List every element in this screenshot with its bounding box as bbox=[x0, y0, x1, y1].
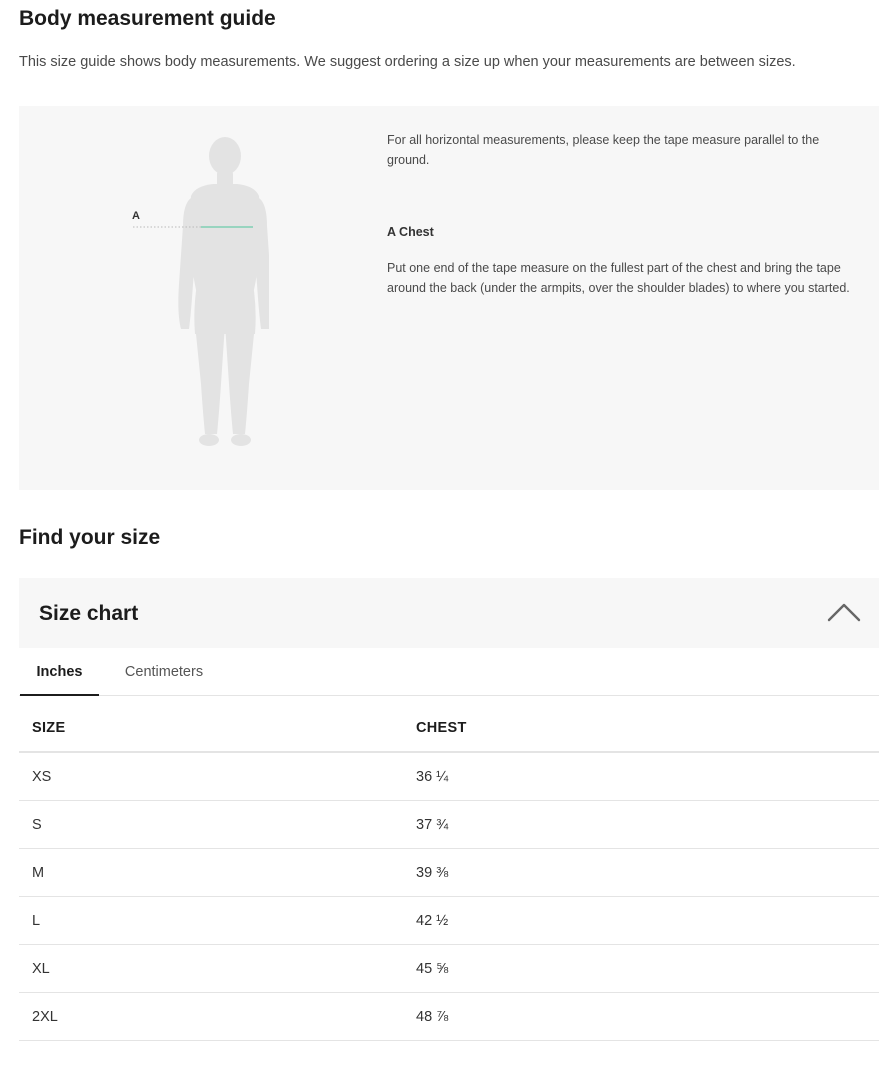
table-row bbox=[19, 752, 879, 801]
size-cell: XL bbox=[19, 945, 403, 993]
size-column-header: SIZE bbox=[19, 704, 403, 752]
measurement-description: Put one end of the tape measure on the fullest part of the chest and bring the tape around the back (under the armpits, over the shoulder blades) to where you started. bbox=[387, 261, 850, 295]
measurement-guide-panel bbox=[19, 106, 879, 490]
size-table bbox=[19, 704, 879, 1041]
size-cell: L bbox=[19, 897, 403, 945]
table-row bbox=[19, 945, 879, 993]
size-chart-accordion-header[interactable] bbox=[19, 578, 879, 648]
chest-cell: 37 ¾ bbox=[403, 801, 879, 849]
table-header-row bbox=[19, 704, 879, 752]
chest-column-header: CHEST bbox=[403, 704, 879, 752]
size-cell: M bbox=[19, 849, 403, 897]
unit-tabs bbox=[19, 650, 879, 696]
chevron-up-icon[interactable] bbox=[827, 602, 861, 622]
size-cell: 2XL bbox=[19, 993, 403, 1041]
chest-cell: 42 ½ bbox=[403, 897, 879, 945]
guide-text bbox=[387, 130, 857, 298]
tab-inches[interactable]: Inches bbox=[20, 650, 99, 696]
find-size-title: Find your size bbox=[19, 526, 161, 549]
size-chart-title: Size chart bbox=[39, 602, 139, 625]
chest-cell: 48 ⅞ bbox=[403, 993, 879, 1041]
table-row bbox=[19, 897, 879, 945]
horizontal-note: For all horizontal measurements, please keep the tape measure parallel to the ground. bbox=[387, 133, 820, 167]
table-row bbox=[19, 993, 879, 1041]
page-title: Body measurement guide bbox=[19, 7, 276, 30]
guide-intro: This size guide shows body measurements. We suggest ordering a size up when your measurements are between sizes. bbox=[19, 54, 796, 70]
body-silhouette-icon bbox=[129, 134, 269, 454]
table-row bbox=[19, 849, 879, 897]
table-row bbox=[19, 801, 879, 849]
measurement-title: A Chest bbox=[387, 225, 434, 239]
tab-centimeters[interactable]: Centimeters bbox=[124, 664, 204, 680]
size-cell: S bbox=[19, 801, 403, 849]
chest-cell: 36 ¼ bbox=[403, 752, 879, 801]
chest-cell: 39 ⅜ bbox=[403, 849, 879, 897]
chest-cell: 45 ⅝ bbox=[403, 945, 879, 993]
marker-a-label: A bbox=[132, 210, 140, 222]
size-cell: XS bbox=[19, 752, 403, 801]
